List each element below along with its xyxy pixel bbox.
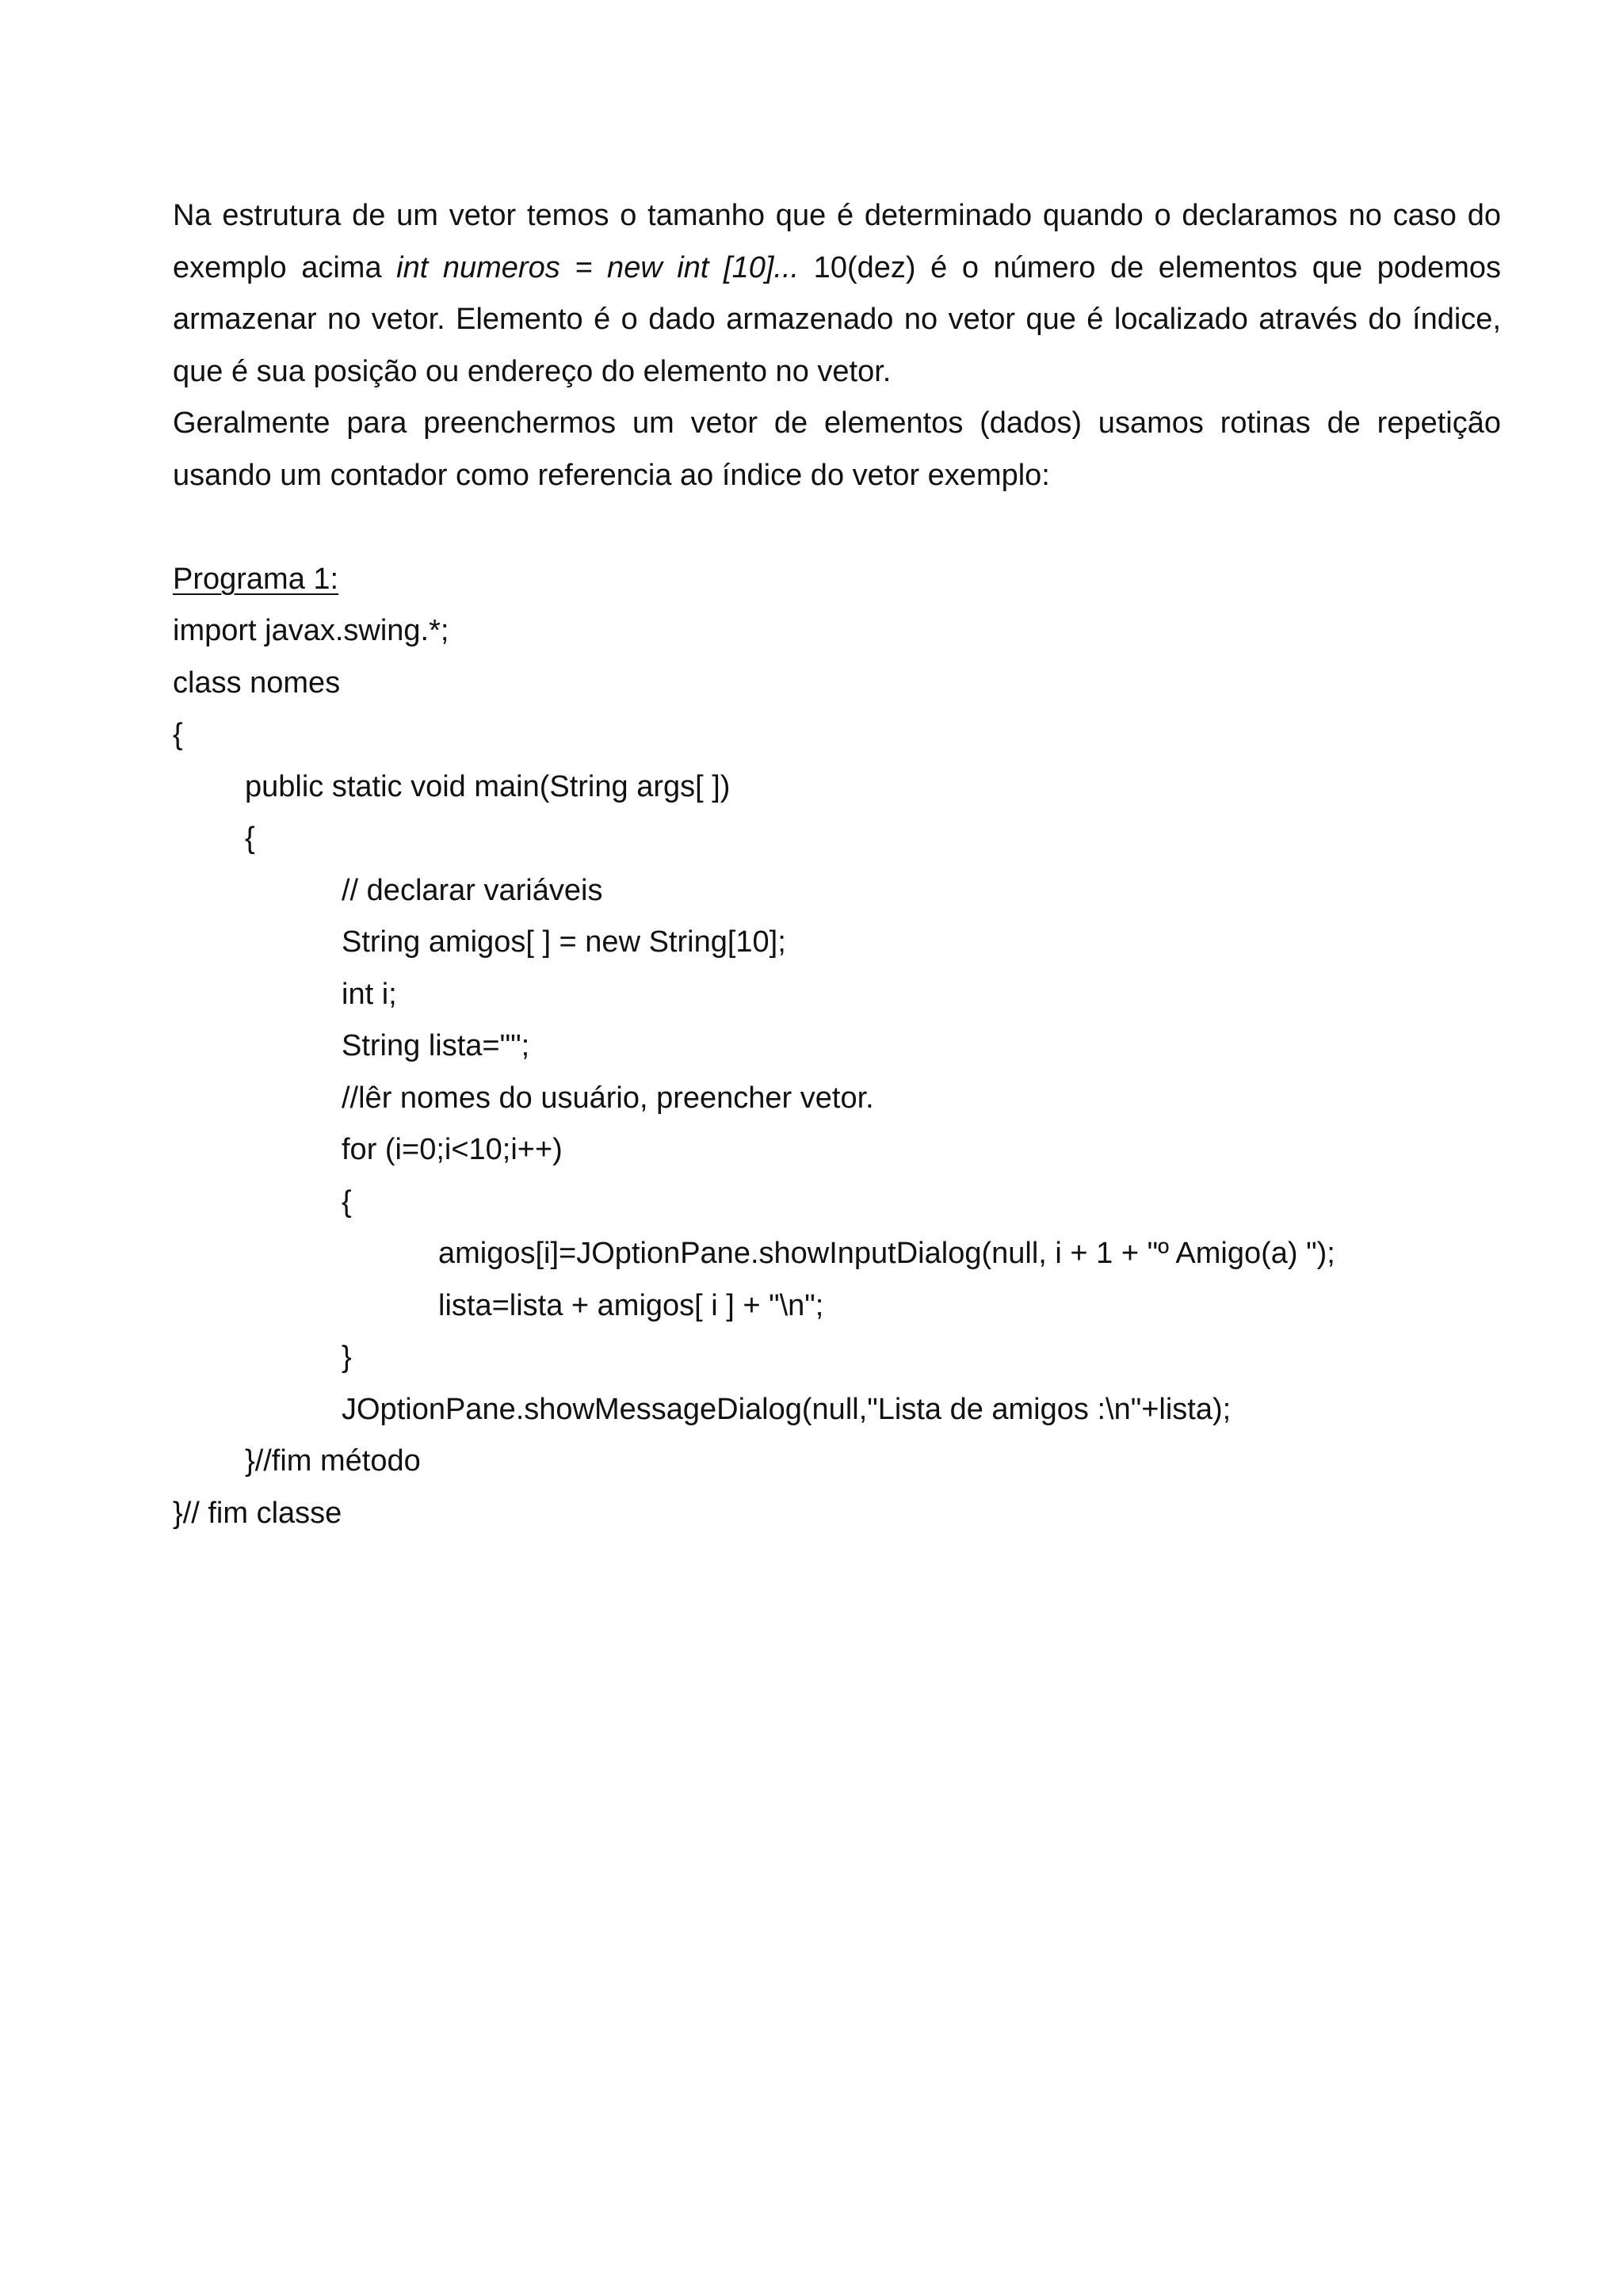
intro-paragraph-1	[173, 190, 1501, 398]
code-line: }// fim classe	[173, 1496, 342, 1530]
code-line: JOptionPane.showMessageDialog(null,"Lista de amigos :\n"+lista);	[342, 1392, 1232, 1426]
code-line: class nomes	[173, 666, 341, 700]
code-line: {	[245, 822, 255, 855]
program-heading: Programa 1:	[173, 562, 339, 596]
code-line: import javax.swing.*;	[173, 614, 449, 647]
intro-paragraph-2: Geralmente para preenchermos um vetor de elementos (dados) usamos rotinas de repetição usando um contador como referencia ao índice do vetor exemplo:	[173, 406, 1501, 492]
intro-text-end: 10(dez) é o número de elementos que podemos armazenar no vetor. Elemento é o dado armazenado no vetor que é localizado através do índice, que é sua posição ou endereço do elemento no vetor.	[173, 250, 1501, 388]
code-line: }	[342, 1341, 352, 1374]
code-line: public static void main(String args[ ])	[245, 769, 731, 803]
code-line: //lêr nomes do usuário, preencher vetor.	[342, 1081, 874, 1115]
code-line: String lista="";	[342, 1029, 530, 1062]
blank-line	[173, 502, 1501, 554]
code-line: // declarar variáveis	[342, 873, 603, 907]
code-line: {	[342, 1184, 352, 1219]
intro-code-example: int numeros = new int [10]...	[396, 250, 800, 284]
code-line: for (i=0;i<10;i++)	[342, 1133, 563, 1166]
code-listing	[173, 605, 1501, 1539]
code-line: }//fim método	[245, 1444, 421, 1478]
intro-text-start: Na estrutura de um vetor temos o tamanho que é determinado quando o declaramos no caso do exemplo acima	[173, 199, 1501, 284]
document-content	[173, 190, 1501, 1539]
code-line: lista=lista + amigos[ i ] + "\n";	[438, 1288, 824, 1322]
code-line: amigos[i]=JOptionPane.showInputDialog(null, i + 1 + "º Amigo(a) ");	[438, 1237, 1335, 1270]
code-line: {	[173, 718, 183, 751]
code-line: String amigos[ ] = new String[10];	[342, 925, 786, 959]
code-line: int i;	[342, 977, 397, 1011]
